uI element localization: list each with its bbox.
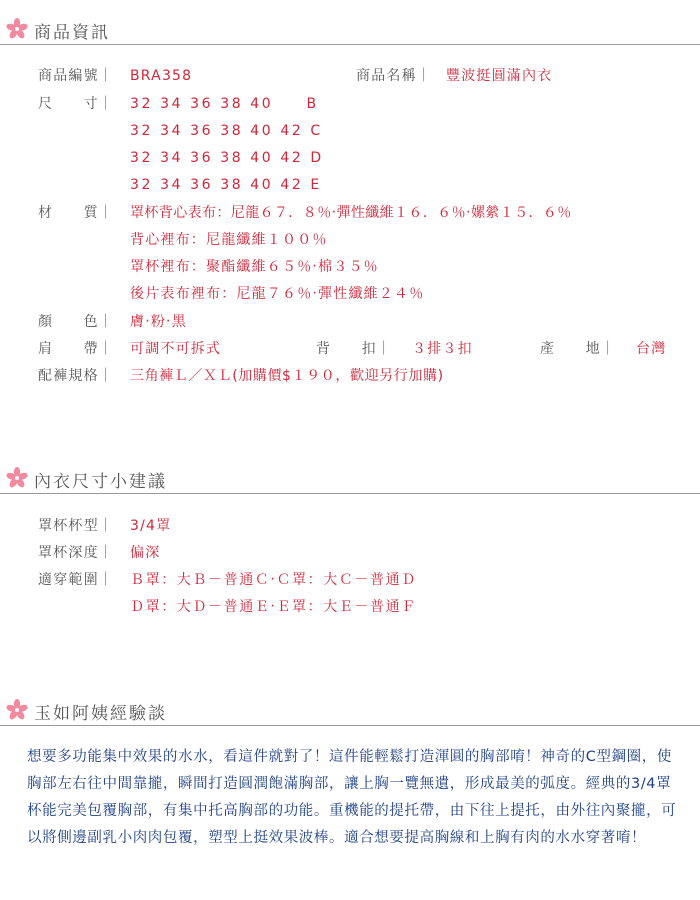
size-line: 32 34 36 38 40 42 C xyxy=(130,123,323,139)
panty-value: 三角褲Ｌ／ＸＬ(加購價$１９０，歡迎另行加購) xyxy=(130,368,444,384)
cup-type-value: 3/4罩 xyxy=(130,518,172,534)
material-line: 後片表布裡布：尼龍７６％‧彈性纖維２４％ xyxy=(130,286,425,302)
product-code: BRA358 xyxy=(130,68,193,84)
cup-type-label: 罩杯杯型｜ xyxy=(38,518,114,534)
review-paragraph: 想要多功能集中效果的水水，看這件就對了！這件能輕鬆打造渾圓的胸部唷！神奇的C型鋼圈，使胸部左右往中間靠攏，瞬間打造圓潤飽滿胸部，讓上胸一覽無遺，形成最美的弧度。經典的3/4罩杯能完美包覆胸部，有集中托高胸部的功能。重機能的提托帶，由下往上提托，由外往內聚攏，可以將側邊副乳小肉肉包覆，塑型上挺效果波棒。適合想要提高胸線和上胸有肉的水水穿著唷！ xyxy=(27,749,677,846)
material-line: 罩杯背心表布：尼龍６７．８％‧彈性纖維１６．６％‧嫘縈１５．６％ xyxy=(130,205,572,221)
size-line: 32 34 36 38 40 42 E xyxy=(130,177,322,193)
colors: 膚‧粉‧黑 xyxy=(130,314,187,330)
fit-line: Ｄ罩：大Ｄ－普通Ｅ‧Ｅ罩：大Ｅ－普通Ｆ xyxy=(130,599,417,615)
section-header-size-advice xyxy=(0,463,700,493)
hook-label: 背 扣｜ xyxy=(316,341,392,357)
origin-label: 產 地｜ xyxy=(540,341,616,357)
cup-depth-value: 偏深 xyxy=(130,545,161,561)
section-title-info: 商品資訊 xyxy=(34,23,110,43)
section-header-review xyxy=(0,695,700,725)
flower-icon xyxy=(6,467,28,489)
divider xyxy=(0,725,700,726)
fit-line: Ｂ罩：大Ｂ－普通Ｃ‧Ｃ罩：大Ｃ－普通Ｄ xyxy=(130,572,417,588)
hook-value: ３排３扣 xyxy=(412,341,473,357)
product-name: 豐波挺圓滿內衣 xyxy=(446,68,553,84)
cup-depth-label: 罩杯深度｜ xyxy=(38,545,114,561)
color-label: 顏 色｜ xyxy=(38,314,114,330)
code-label: 商品編號｜ xyxy=(38,68,114,84)
origin-value: 台灣 xyxy=(636,341,667,357)
section-title-size-advice: 內衣尺寸小建議 xyxy=(34,472,167,492)
material-label: 材 質｜ xyxy=(38,205,114,221)
material-line: 背心裡布：尼龍纖維１００％ xyxy=(130,232,328,248)
divider xyxy=(0,493,700,494)
fit-label: 適穿範圍｜ xyxy=(38,572,114,588)
section-title-review: 玉如阿姨經驗談 xyxy=(34,704,167,724)
name-label: 商品名稱｜ xyxy=(356,68,432,84)
size-line: 32 34 36 38 40 B xyxy=(130,96,319,112)
section-header-info xyxy=(0,14,700,44)
size-line: 32 34 36 38 40 42 D xyxy=(130,150,324,166)
flower-icon xyxy=(6,18,28,40)
size-label: 尺 寸｜ xyxy=(38,96,114,112)
material-line: 罩杯裡布：聚酯纖維６５％‧棉３５％ xyxy=(130,259,379,275)
divider xyxy=(0,44,700,45)
strap-label: 肩 帶｜ xyxy=(38,341,114,357)
strap-value: 可調不可拆式 xyxy=(130,341,222,357)
flower-icon xyxy=(6,699,28,721)
panty-label: 配褲規格｜ xyxy=(38,368,114,384)
